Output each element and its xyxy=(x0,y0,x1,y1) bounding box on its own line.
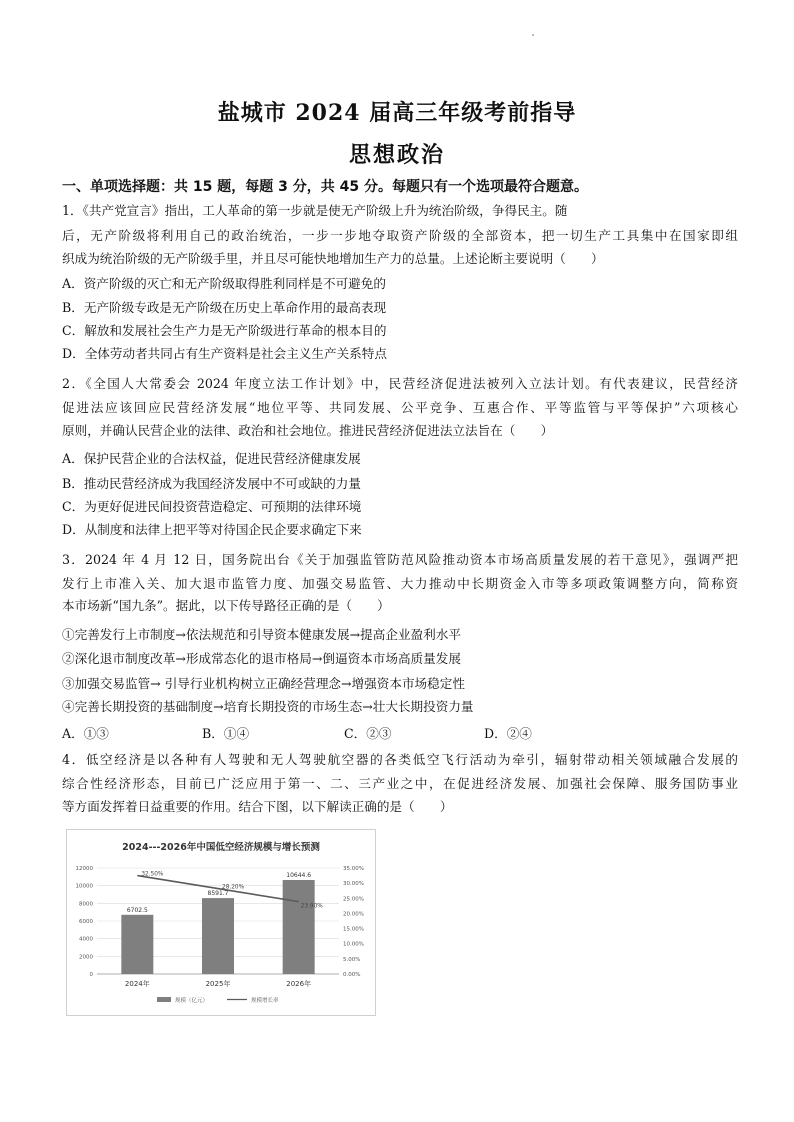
legend-line-label: 规模增长率 xyxy=(251,998,279,1004)
q3-option-d: D．②④ xyxy=(484,726,532,741)
bar xyxy=(283,880,315,974)
bar-value-label: 6702.5 xyxy=(126,906,148,914)
q3-path-3: ③加强交易监管→ 引导行业机构树立正确经营理念→增强资本市场稳定性 xyxy=(62,676,465,691)
section-heading: 一、单项选择题：共 15 题，每题 3 分，共 45 分。每题只有一个选项最符合题意。 xyxy=(62,179,588,195)
q1-line: 1．《共产党宣言》指出，工人革命的第一步就是使无产阶级上升为统治阶级，争得民主。随 xyxy=(62,203,568,218)
left-tick-label: 0 xyxy=(89,972,93,978)
right-tick-label: 5.00% xyxy=(343,956,361,963)
q1-line: 后，无产阶级将利用自己的政治统治，一步一步地夺取资产阶级的全部资本，把一切生产工具集中在国家即组 xyxy=(62,228,738,243)
q3-option-c: C．②③ xyxy=(344,726,392,741)
right-tick-label: 10.00% xyxy=(343,941,364,948)
growth-rate-line xyxy=(137,876,298,902)
legend-bar-swatch xyxy=(157,997,171,1002)
line-value-label: 23.90% xyxy=(300,903,323,910)
q3-path-1: ①完善发行上市制度→依法规范和引导资本健康发展→提高企业盈利水平 xyxy=(62,627,461,642)
q2-option-a: A．保护民营企业的合法权益，促进民营经济健康发展 xyxy=(62,451,361,466)
bar xyxy=(121,915,153,974)
q1-option-b: B．无产阶级专政是无产阶级在历史上革命作用的最高表现 xyxy=(62,300,387,315)
left-tick-label: 6000 xyxy=(79,919,93,925)
q2-line: 促进法应该回应民营经济发展“地位平等、共同发展、公平竞争、互惠合作、平等监管与平等保护”六项核心 xyxy=(62,400,738,415)
line-value-label: 28.20% xyxy=(222,884,245,891)
q3-line: 本市场新“国九条”。据此，以下传导路径正确的是（ ） xyxy=(62,598,390,613)
left-tick-label: 8000 xyxy=(79,901,93,908)
q3-options xyxy=(62,723,622,739)
right-tick-label: 15.00% xyxy=(343,926,364,933)
bar-value-label: 10644.6 xyxy=(286,871,312,879)
q3-option-b: B．①④ xyxy=(202,726,250,741)
bar xyxy=(202,898,234,974)
q1-option-c: C．解放和发展社会生产力是无产阶级进行革命的根本目的 xyxy=(62,323,387,338)
q2-option-d: D．从制度和法律上把平等对待国企民企要求确定下来 xyxy=(62,522,362,537)
q3-option-a: A．①③ xyxy=(62,726,109,741)
subject-title: 思想政治 xyxy=(348,142,445,168)
q3-line: 3．2024 年 4 月 12 日，国务院出台《关于加强监管防范风险推动资本市场高质量发展的若干意见》，强调严把 xyxy=(62,552,738,567)
legend-bar-label: 规模（亿元） xyxy=(175,998,209,1004)
chart-figure xyxy=(66,829,376,1016)
bar-value-label: 8591.7 xyxy=(207,890,229,898)
q3-path-2: ②深化退市制度改革→形成常态化的退市格局→倒逼资本市场高质量发展 xyxy=(62,651,461,666)
q2-option-c: C．为更好促进民间投资营造稳定、可预期的法律环境 xyxy=(62,499,362,514)
category-label: 2024年 xyxy=(124,980,150,988)
right-tick-label: 30.00% xyxy=(343,881,364,888)
q2-line: 原则，并确认民营企业的法律、政治和社会地位。推进民营经济促进法立法旨在（ ） xyxy=(62,423,554,438)
line-value-label: 32.50% xyxy=(141,871,164,878)
q2-option-b: B．推动民营经济成为我国经济发展中不可或缺的力量 xyxy=(62,476,361,491)
q4-line: 4．低空经济是以各种有人驾驶和无人驾驶航空器的各类低空飞行活动为牵引，辐射带动相关领域融合发展的 xyxy=(62,752,738,767)
category-label: 2026年 xyxy=(286,980,312,988)
right-tick-label: 20.00% xyxy=(343,911,364,918)
right-tick-label: 25.00% xyxy=(343,896,364,903)
left-tick-label: 4000 xyxy=(79,936,93,943)
page-title: 盐城市 2024 届高三年级考前指导 xyxy=(217,100,577,126)
q4-line: 等方面发挥着日益重要的作用。结合下图，以下解读正确的是（ ） xyxy=(62,799,453,814)
chart-title: 2024---2026年中国低空经济规模与增长预测 xyxy=(122,842,320,853)
q1-line: 织成为统治阶级的无产阶级手里，并且尽可能快地增加生产力的总量。上述论断主要说明（ ） xyxy=(62,251,604,266)
scan-mark xyxy=(532,34,534,36)
right-tick-label: 0.00% xyxy=(343,972,361,978)
q1-option-d: D．全体劳动者共同占有生产资料是社会主义生产关系特点 xyxy=(62,346,387,361)
q2-line: 2．《全国人大常委会 2024 年度立法工作计划》中，民营经济促进法被列入立法计划。有代表建议，民营经济 xyxy=(62,376,738,391)
chart-svg xyxy=(67,830,375,1015)
q1-option-a: A．资产阶级的灭亡和无产阶级取得胜利同样是不可避免的 xyxy=(62,276,386,291)
q3-path-4: ④完善长期投资的基础制度→培育长期投资的市场生态→壮大长期投资力量 xyxy=(62,699,474,714)
left-tick-label: 12000 xyxy=(75,866,93,872)
left-tick-label: 10000 xyxy=(75,883,93,890)
right-tick-label: 35.00% xyxy=(343,866,364,872)
left-tick-label: 2000 xyxy=(79,954,93,961)
q4-line: 综合性经济形态，目前已广泛应用于第一、二、三产业之中，在促进经济发展、加强社会保障、服务国防事业 xyxy=(62,776,738,791)
category-label: 2025年 xyxy=(205,980,231,988)
q3-line: 发行上市准入关、加大退市监管力度、加强交易监管、大力推动中长期资金入市等多项政策调整方向，简称资 xyxy=(62,576,738,591)
